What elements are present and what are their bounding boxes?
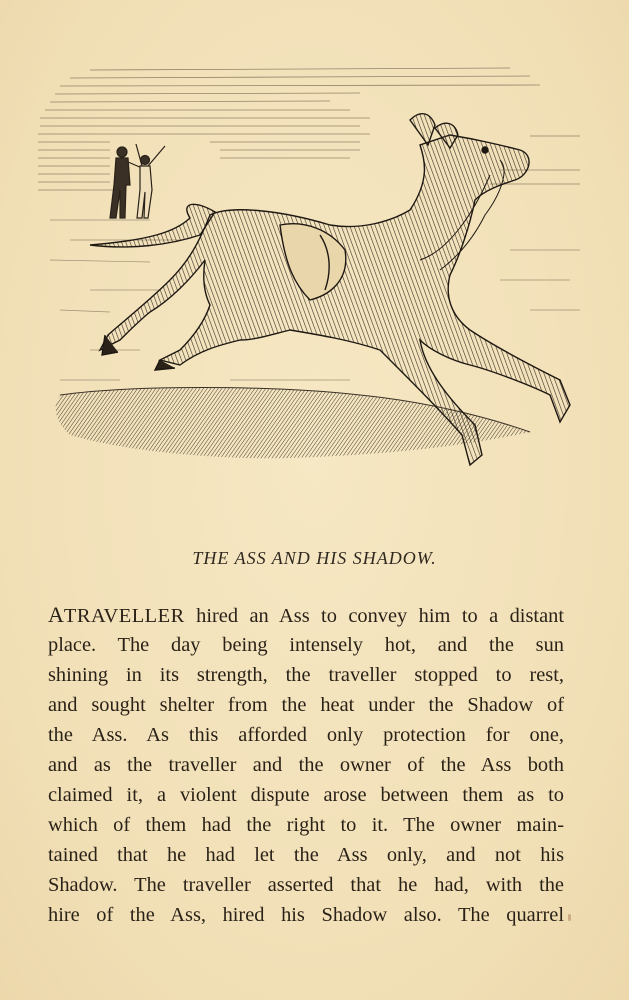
first-word-small-caps: TRAVELLER xyxy=(63,605,185,627)
illustration-caption: THE ASS AND HIS SHADOW. xyxy=(192,548,437,568)
engraving-illustration xyxy=(30,50,590,490)
paper-speck xyxy=(568,914,571,921)
text-line-4: and sought shelter from the heat under the Shadow of xyxy=(48,694,564,716)
text-line-7: claimed it, a violent dispute arose between them as to xyxy=(48,784,564,806)
fable-text xyxy=(48,600,564,930)
distant-men-figures xyxy=(110,144,165,218)
first-letter: A xyxy=(48,602,64,627)
text-line-11: hire of the Ass, hired his Shadow also. The quarrel xyxy=(48,904,564,926)
text-line-9: tained that he had let the Ass only, and not his xyxy=(48,844,564,866)
text-line-6: and as the traveller and the owner of the Ass both xyxy=(48,754,564,776)
ass-running-illustration xyxy=(30,50,590,490)
text-line-1 xyxy=(48,600,564,630)
text-line-5: the Ass. As this afforded only protection for one, xyxy=(48,724,564,746)
text-line-10: Shadow. The traveller asserted that he had, with the xyxy=(48,874,564,896)
text-line-2: place. The day being intensely hot, and the sun xyxy=(48,634,564,656)
text-line-3: shining in its strength, the traveller stopped to rest, xyxy=(48,664,564,686)
first-line-text: hired an Ass to convey him to a distant xyxy=(184,605,564,627)
text-line-8: which of them had the right to it. The owner main- xyxy=(48,814,564,836)
